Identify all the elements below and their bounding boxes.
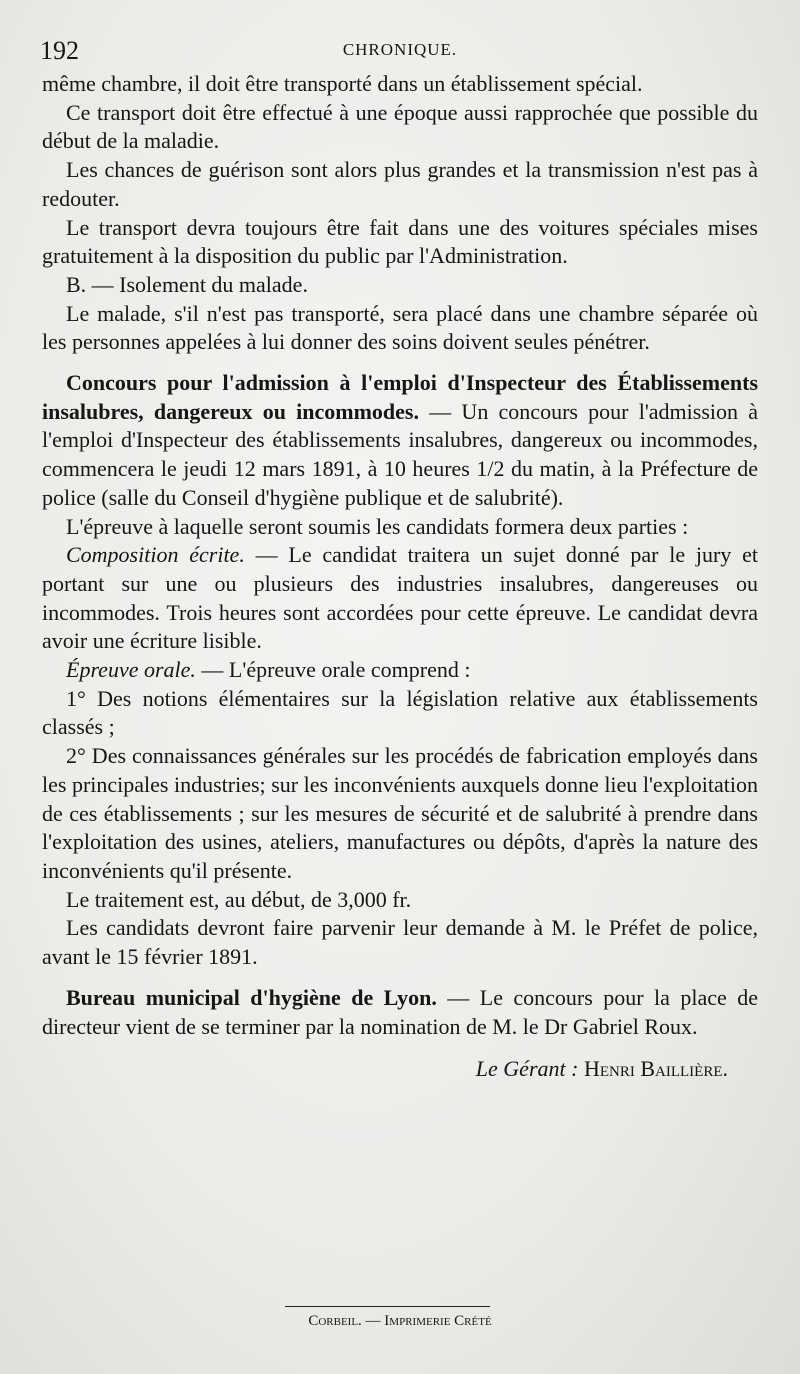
signature-name: Henri Baillière. [583, 1056, 728, 1082]
paragraph-concours [42, 369, 758, 513]
paragraph-chambre-separee: Le malade, s'il n'est pas transporté, sera placé dans une chambre séparée où les personnes appelées à lui donner des soins doivent seules pénétrer. [42, 300, 758, 355]
list-item-notions: 1° Des notions élémentaires sur la législation relative aux établissements classés ; [42, 685, 758, 740]
paragraph-composition [42, 541, 758, 656]
composition-text: — Le candidat traitera un sujet donné par le jury et portant sur une ou plusieurs des industries insalubres, dangereuses ou incommodes. Trois heures sont accordées pour cette épreuve. Le candidat devra avoir une écriture lisible. [42, 542, 758, 654]
lyon-text: — Le concours pour la place de directeur vient de se terminer par la nomination de M. le Dr Gabriel Roux. [42, 984, 758, 1039]
running-title: CHRONIQUE. [342, 40, 458, 59]
paragraph-lyon [42, 984, 758, 1041]
paragraph-epreuve: L'épreuve à laquelle seront soumis les candidats formera deux parties : [66, 513, 689, 539]
signature [42, 1055, 758, 1084]
footer-rule [285, 1306, 490, 1307]
page-body [42, 70, 758, 1084]
orale-text: — L'épreuve orale comprend : [195, 657, 471, 683]
list-item-connaissances: 2° Des connaissances générales sur les procédés de fabrication employés dans les principales industries; sur les inconvénients auxquels donne lieu l'exploitation de ces établissements ; sur les mesures de sécurité et de salubrité à prendre dans l'exploitation des usines, ateliers, manufactures ou dépôts, d'après la nature des inconvénients qu'il présente. [42, 743, 758, 883]
page-header [40, 36, 760, 66]
subheading-isolement: B. — Isolement du malade. [66, 271, 308, 297]
paragraph-continuation: même chambre, il doit être transporté dans un établissement spécial. [42, 71, 643, 96]
paragraph-candidats: Les candidats devront faire parvenir leur demande à M. le Préfet de police, avant le 15 février 1891. [42, 915, 758, 970]
paragraph-traitement: Le traitement est, au début, de 3,000 fr. [66, 886, 412, 912]
orale-label: Épreuve orale. [66, 657, 196, 683]
paragraph-guerison: Les chances de guérison sont alors plus grandes et la transmission n'est pas à redouter. [42, 157, 758, 211]
paragraph-orale [42, 656, 758, 685]
paragraph-transport-timing: Ce transport doit être effectué à une époque aussi rapprochée que possible du début de la maladie. [42, 99, 758, 154]
concours-text: — Un concours pour l'admission à l'emploi d'Inspecteur des établissements insalubres, dangereux ou incommodes, commencera le jeudi 12 mars 1891, à 10 heures 1/2 du matin, à la Préfecture de police (salle du Conseil d'hygiène publique et de salubrité). [42, 398, 758, 510]
page-number: 192 [40, 36, 79, 65]
paragraph-voitures: Le transport devra toujours être fait dans une des voitures spéciales mises gratuitement à la disposition du public par l'Administration. [42, 214, 758, 269]
signature-label: Le Gérant : [475, 1056, 579, 1082]
concours-heading: Concours pour l'admission à l'emploi d'Inspecteur des Établissements insalubres, dangereux ou incommodes. [42, 370, 758, 424]
composition-label: Composition écrite. [66, 542, 245, 568]
lyon-heading: Bureau municipal d'hygiène de Lyon. [66, 984, 437, 1010]
printer-footer: Corbeil. — Imprimerie Crété [308, 1313, 492, 1329]
